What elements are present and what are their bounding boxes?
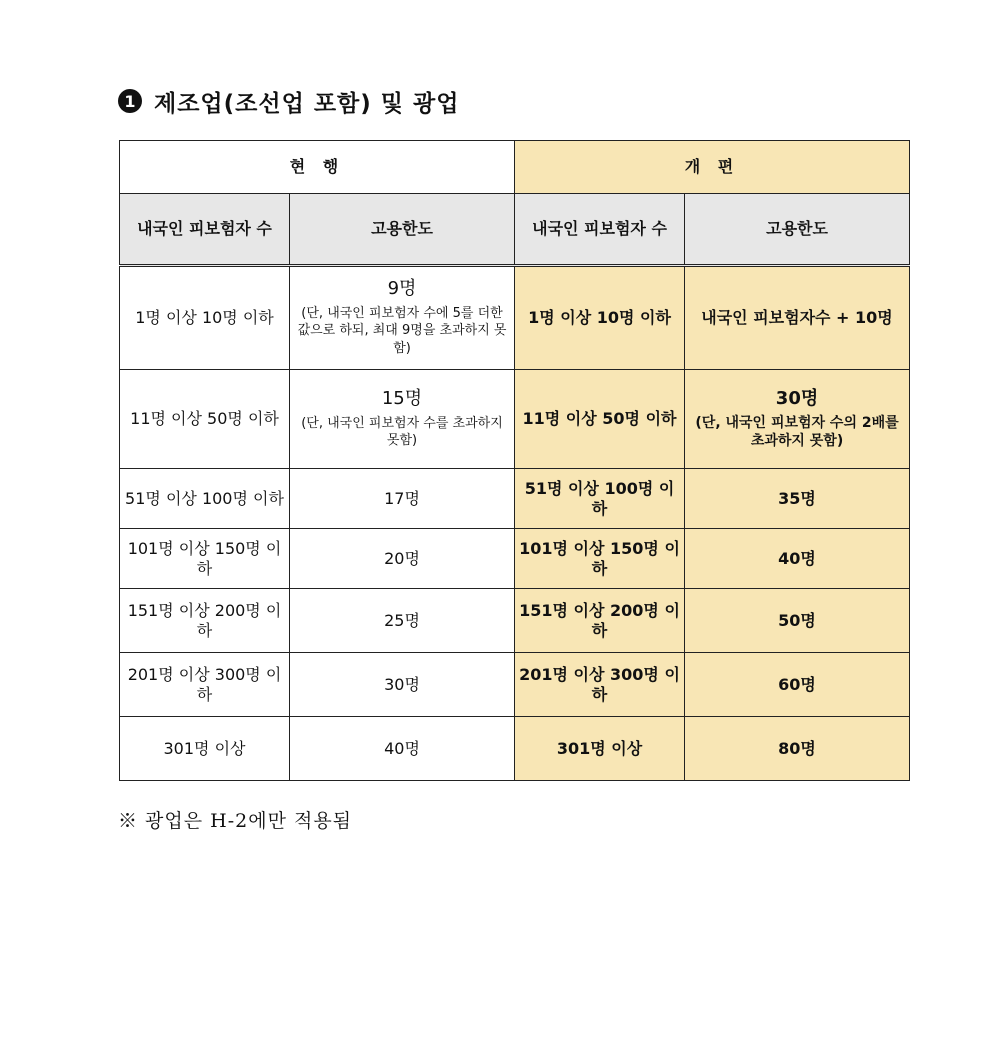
current-count-cell: 51명 이상 100명 이하 [120,469,290,529]
revised-limit-cell: 40명 [685,529,910,589]
revised-count-cell: 51명 이상 100명 이하 [515,469,685,529]
col-header-current-count: 내국인 피보험자 수 [120,194,290,266]
table-row [120,529,910,589]
revised-count-cell: 201명 이상 300명 이하 [515,653,685,717]
circled-number-icon: 1 [118,89,142,113]
table-row [120,266,910,370]
footnote: ※ 광업은 H-2에만 적용됨 [118,810,353,832]
revised-limit-cell: 60명 [685,653,910,717]
col-header-current-limit: 고용한도 [290,194,515,266]
revised-limit-value: 30명 [775,387,819,409]
current-limit-cell: 40명 [290,717,515,781]
revised-limit-cell: 35명 [685,469,910,529]
current-limit-cell: 30명 [290,653,515,717]
current-count-cell: 301명 이상 [120,717,290,781]
current-limit-note: (단, 내국인 피보험자 수를 초과하지 못함) [301,415,503,449]
revised-limit-cell: 80명 [685,717,910,781]
revised-limit-cell: 50명 [685,589,910,653]
revised-count-cell: 301명 이상 [515,717,685,781]
section-title-text: 제조업(조선업 포함) 및 광업 [154,90,460,117]
current-count-cell: 101명 이상 150명 이하 [120,529,290,589]
group-header-current: 현 행 [120,141,515,194]
employment-limit-table [119,140,910,781]
revised-limit-note: (단, 내국인 피보험자 수의 2배를 초과하지 못함) [695,415,899,450]
current-count-cell: 151명 이상 200명 이하 [120,589,290,653]
table-row [120,653,910,717]
current-limit-cell [290,266,515,370]
table-row [120,370,910,469]
revised-limit-cell [685,370,910,469]
current-limit-cell: 20명 [290,529,515,589]
col-header-revised-limit: 고용한도 [685,194,910,266]
current-count-cell: 11명 이상 50명 이하 [120,370,290,469]
current-limit-note: (단, 내국인 피보험자 수에 5를 더한 값으로 하되, 최대 9명을 초과하지 못함) [297,305,507,357]
table-row [120,589,910,653]
group-header-revised: 개 편 [515,141,910,194]
revised-count-cell: 1명 이상 10명 이하 [515,266,685,370]
revised-count-cell: 151명 이상 200명 이하 [515,589,685,653]
current-limit-value: 15명 [381,388,423,410]
current-limit-cell: 25명 [290,589,515,653]
current-count-cell: 1명 이상 10명 이하 [120,266,290,370]
current-limit-cell [290,370,515,469]
revised-count-cell: 11명 이상 50명 이하 [515,370,685,469]
col-header-revised-count: 내국인 피보험자 수 [515,194,685,266]
current-limit-value: 9명 [387,278,417,300]
revised-count-cell: 101명 이상 150명 이하 [515,529,685,589]
section-title [118,84,459,118]
current-limit-cell: 17명 [290,469,515,529]
current-count-cell: 201명 이상 300명 이하 [120,653,290,717]
table-row [120,469,910,529]
revised-limit-cell: 내국인 피보험자수 + 10명 [685,266,910,370]
table-row [120,717,910,781]
